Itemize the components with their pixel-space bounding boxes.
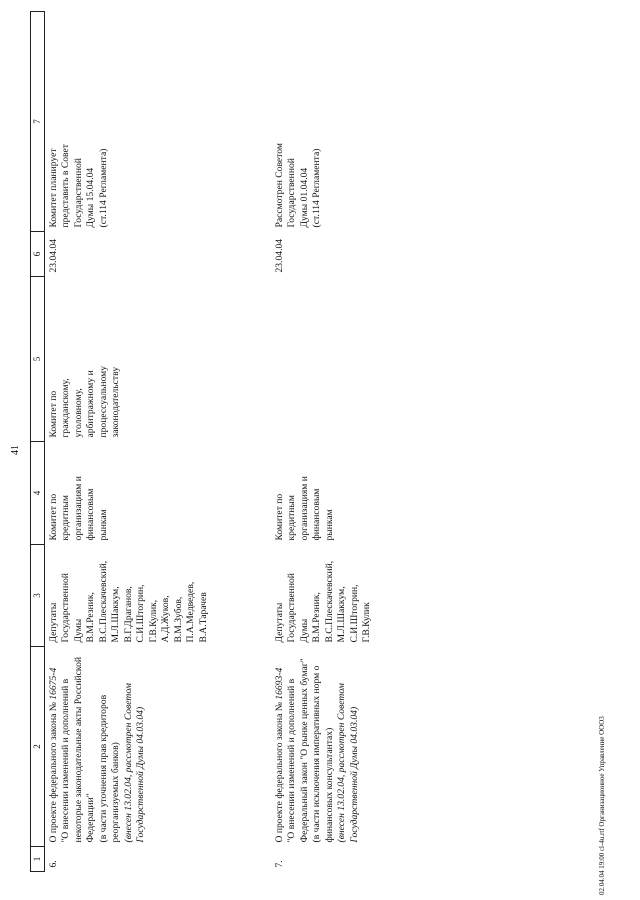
initiator: В.С.Плескачевский, (323, 560, 335, 643)
bill-title-prefix: О проекте федерального закона № (274, 699, 285, 843)
note-line: Государственной Думы 04.03.04) (135, 706, 147, 843)
row-number: 7. (274, 860, 285, 868)
note-line: (внесен 13.02.04, рассмотрен Советом (336, 683, 348, 843)
note-line: (внесен 13.02.04, рассмотрен Советом (122, 683, 134, 843)
initiator: Государственной (286, 573, 298, 643)
bill-title-prefix: О проекте федерального закона № (48, 699, 59, 843)
co-committee-line: гражданскому, (60, 378, 72, 438)
header-row (31, 12, 45, 872)
initiator: С.И.Штогрин, (348, 584, 360, 643)
bill-title-line (48, 651, 60, 843)
status-cell (266, 12, 374, 232)
status-line: (ст.114 Регламента) (311, 148, 323, 228)
co-committee-cell (45, 277, 267, 442)
committee-line: кредитным (60, 495, 72, 541)
initiator: В.Г.Драганов, (122, 586, 134, 643)
description-line: реорганизуемых банков) (110, 742, 122, 843)
initiator: Г.В.Кулик (361, 602, 373, 643)
initiator: Г.В.Кулик, (147, 599, 159, 643)
bill-title-line (274, 651, 286, 843)
initiator: Депутаты (274, 602, 285, 643)
initiator: В.М.Зубов, (172, 596, 184, 643)
status-line: (ст.114 Регламента) (97, 148, 109, 228)
initiator: Думы (298, 618, 310, 643)
initiators-cell (45, 545, 267, 647)
status-cell (45, 12, 267, 232)
description-line: "О внесении изменений и дополнений в (60, 678, 72, 843)
initiator: М.Л.Шаккум, (110, 586, 122, 643)
table-row (266, 12, 374, 872)
date-cell: 23.04.04 (48, 238, 59, 273)
initiator: Думы (72, 618, 84, 643)
status-line: Государственной (72, 158, 84, 228)
bill-number: 16693-4 (274, 667, 285, 700)
bill-description-cell (45, 647, 267, 847)
committee-line: финансовым (311, 488, 323, 541)
bill-description-cell (266, 647, 374, 847)
initiator: С.И.Штогрин, (135, 584, 147, 643)
status-line: Комитет планирует (48, 148, 59, 228)
date-cell: 23.04.04 (274, 238, 285, 273)
column-header: 3 (31, 545, 45, 647)
status-line: Думы 15.04.04 (85, 167, 97, 228)
status-line: Думы 01.04.04 (298, 167, 310, 228)
initiator: П.А.Медведев, (185, 581, 197, 643)
status-line: Рассмотрен Советом (274, 143, 285, 228)
description-line: (в части исключения императивных норм о (311, 665, 323, 843)
note-line: Государственной Думы 04.03.04) (348, 706, 360, 843)
committee-line: организациям и (72, 476, 84, 541)
committee-line: рынкам (323, 509, 335, 541)
description-line: (в части уточнения прав кредиторов (97, 694, 109, 843)
initiator: В.М.Резник, (85, 592, 97, 643)
column-header: 2 (31, 647, 45, 847)
committee-line: Комитет по (274, 493, 285, 541)
description-line: Федеральный закон "О рынке ценных бумаг" (298, 658, 310, 843)
footer-text: 02.04.04 19:00 cl-4u.rtf Организационное Управление ООО3 (598, 716, 606, 895)
status-line: представить в Совет (60, 144, 72, 228)
committee-line: Комитет по (48, 493, 59, 541)
description-line: "О внесении изменений и дополнений в (286, 678, 298, 843)
column-header: 6 (31, 232, 45, 277)
co-committee-line: законодательству (110, 366, 122, 438)
description-line: финансовых консультантах) (323, 727, 335, 843)
initiator: В.С.Плескачевский, (97, 560, 109, 643)
column-header: 4 (31, 442, 45, 545)
column-header: 7 (31, 12, 45, 232)
initiator: В.А.Тарачев (197, 592, 209, 643)
column-header: 5 (31, 277, 45, 442)
initiator: Государственной (60, 573, 72, 643)
committee-line: рынкам (97, 509, 109, 541)
initiators-cell (266, 545, 374, 647)
co-committee-line: уголовному, (72, 388, 84, 438)
description-line: некоторые законодательные акты Российской (72, 656, 84, 843)
page-number: 41 (10, 445, 21, 455)
bill-number: 16675-4 (48, 667, 59, 700)
initiator: Депутаты (48, 602, 59, 643)
status-line: Государственной (286, 158, 298, 228)
co-committee-line: процессуальному (97, 365, 109, 438)
committee-cell (45, 442, 267, 545)
co-committee-cell (266, 277, 374, 442)
row-number: 6. (48, 860, 59, 868)
committee-line: организациям и (298, 476, 310, 541)
table-row (45, 12, 267, 872)
column-header: 1 (31, 847, 45, 872)
committee-cell (266, 442, 374, 545)
initiator: М.Л.Шаккум, (336, 586, 348, 643)
description-line: Федерации" (85, 793, 97, 843)
bills-table (30, 11, 374, 872)
co-committee-line: арбитражному и (85, 370, 97, 438)
committee-line: финансовым (85, 488, 97, 541)
initiator: А.Д.Жуков, (160, 595, 172, 643)
initiator: В.М.Резник, (311, 592, 323, 643)
co-committee-line: Комитет по (48, 390, 59, 438)
committee-line: кредитным (286, 495, 298, 541)
